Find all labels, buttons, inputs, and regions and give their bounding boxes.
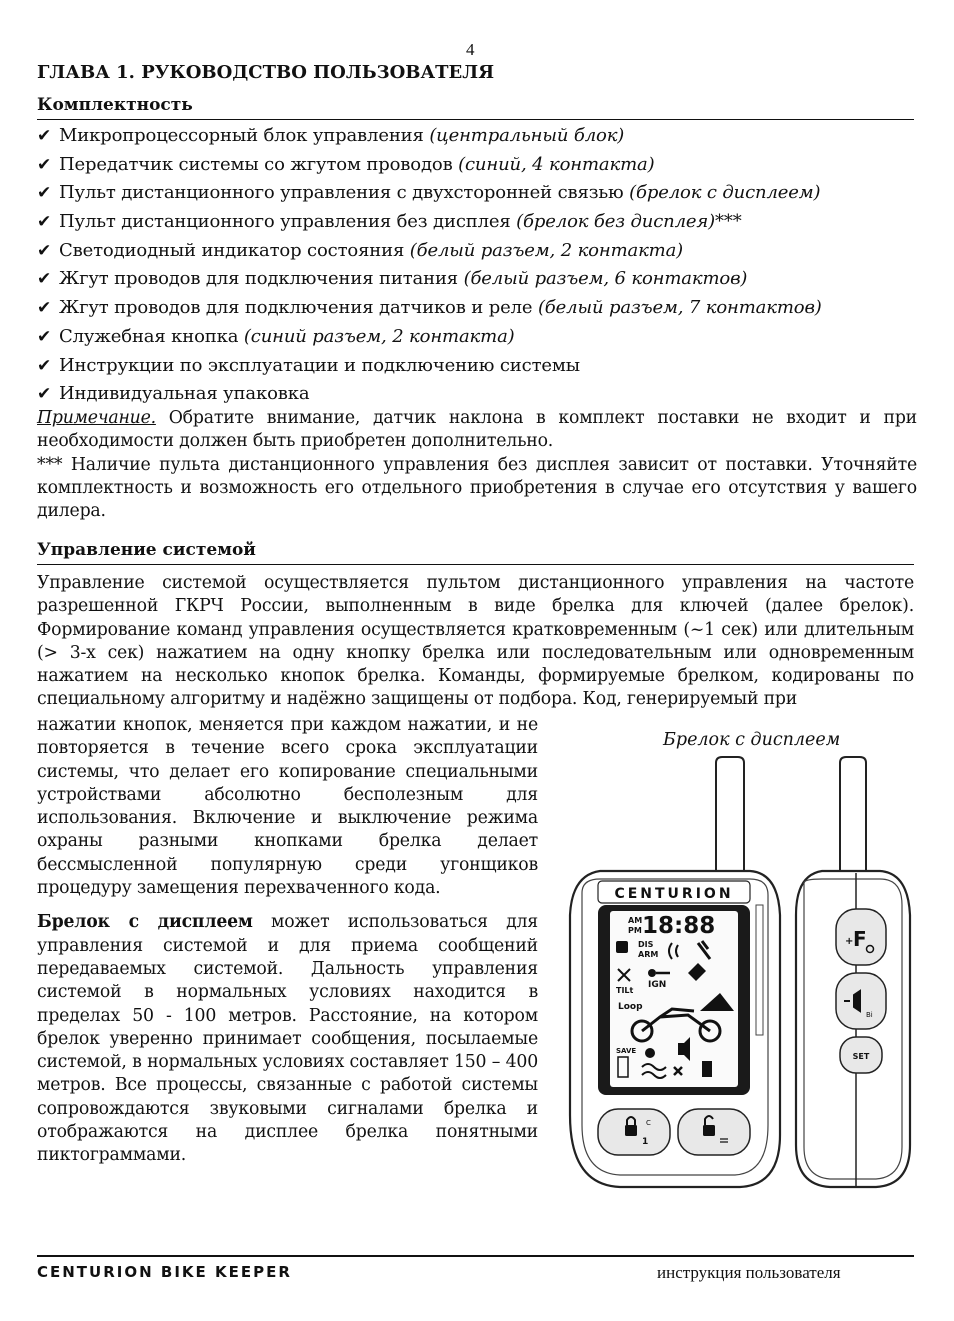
check-icon: ✔	[37, 126, 52, 146]
footer-title: инструкция пользователя	[657, 1263, 841, 1282]
svg-text:C: C	[646, 1119, 651, 1127]
list-item: ✔ Передатчик системы со жгутом проводов (синий, 4 контакта)	[37, 151, 917, 180]
fob-brand-label: CENTURION	[614, 886, 734, 902]
list-item: ✔ Пульт дистанционного управления без дисплея (брелок без дисплея)***	[37, 208, 917, 237]
svg-text:AM: AM	[628, 916, 643, 925]
check-icon: ✔	[37, 269, 52, 290]
control-paragraph-full: Управление системой осуществляется пультом дистанционного управления на частоте разрешенной ГКРЧ России, выполненным в виде брелка для ключей (далее брелок). Формирование команд управления осуществляется кратковременным (~1 сек) или длительным (> 3-х сек) нажатием на одну кнопку брелка или последовательным или одновременным нажатием на несколько кнопок брелка. Команды, формируемые брелком, кодированы по специальному алгоритму и надёжно защищены от подбора. Код, генерируемый при	[37, 573, 914, 710]
kit-heading: Комплектность	[37, 95, 193, 115]
check-icon: ✔	[37, 183, 52, 204]
svg-text:SAVE: SAVE	[616, 1047, 637, 1055]
list-item: ✔ Микропроцессорный блок управления (центральный блок)	[37, 122, 917, 151]
svg-text:+: +	[845, 936, 854, 947]
sleep-icon	[645, 1048, 655, 1058]
kit-list	[37, 122, 917, 409]
kit-heading-rule	[37, 119, 914, 120]
footer-rule	[37, 1255, 914, 1257]
check-icon: ✔	[37, 326, 52, 347]
svg-text:F: F	[853, 927, 867, 951]
person-icon	[702, 1061, 712, 1077]
check-icon: ✔	[37, 154, 52, 175]
control-paragraph-column: нажатии кнопок, меняется при каждом нажатии, и не повторяется в течение всего срока эксплуатации системы, что делает его копирование специальными устройствами абсолютно бесполезным для использования. Включение и выключение режима охраны разными кнопками брелка делает бессмысленной популярную среди угонщиков процедуру замещения перехваченного кода. Брелок с дисплеем может использоваться для управления системой и для приема сообщений передаваемых системой. Дальность управления системой в нормальных условиях находится в пределах 50 - 100 метров. Расстояние, на котором брелок уверенно принимает сообщения, посылаемые системой, в нормальных условиях составляет 150 – 400 метров. Все процессы, связанные с работой системы сопровождаются звуковыми сигналами брелка и отображаются на дисплее брелка понятными пиктограммами.	[37, 715, 538, 1166]
lcd-clock: 18:88	[642, 913, 716, 939]
check-icon: ✔	[37, 212, 52, 233]
svg-text:IGN: IGN	[648, 980, 667, 990]
control-heading-rule	[37, 564, 914, 565]
svg-text:Loop: Loop	[618, 1002, 643, 1012]
fob-front-view	[570, 757, 780, 1187]
list-item: ✔ Служебная кнопка (синий разъем, 2 контакта)	[37, 323, 917, 352]
kit-footnote: *** Наличие пульта дистанционного управления без дисплея зависит от поставки. Уточняйте комплектность и возможность его отдельного приобретения в случае его отсутствия у вашего дилера.	[37, 454, 917, 522]
check-icon: ✔	[37, 384, 52, 405]
footer-brand: CENTURION BIKE KEEPER	[37, 1263, 292, 1281]
list-item: ✔ Инструкции по эксплуатации и подключению системы	[37, 352, 917, 381]
key-icon	[648, 969, 656, 977]
lock-closed-icon	[625, 1125, 637, 1136]
display-fob-term: Брелок с дисплеем	[37, 912, 253, 933]
svg-text:ARM: ARM	[638, 950, 659, 959]
check-icon: ✔	[37, 355, 52, 376]
figure-caption: Брелок с дисплеем	[663, 730, 841, 750]
list-item: ✔ Светодиодный индикатор состояния (белый разъем, 2 контакта)	[37, 237, 917, 266]
list-item: ✔ Пульт дистанционного управления с двухсторонней связью (брелок с дисплеем)	[37, 179, 917, 208]
svg-text:SET: SET	[852, 1052, 870, 1061]
lock-open-icon	[703, 1125, 715, 1136]
check-icon: ✔	[37, 298, 52, 319]
svg-text:TILt: TILt	[616, 986, 634, 995]
control-heading: Управление системой	[37, 540, 256, 560]
chapter-title: ГЛАВА 1. РУКОВОДСТВО ПОЛЬЗОВАТЕЛЯ	[37, 62, 495, 83]
svg-text:Bi: Bi	[866, 1011, 873, 1019]
lock-icon	[616, 941, 628, 953]
list-item: ✔ Жгут проводов для подключения датчиков и реле (белый разъем, 7 контактов)	[37, 294, 917, 323]
page-number: 4	[466, 40, 475, 59]
check-icon: ✔	[37, 240, 52, 261]
svg-text:DIS: DIS	[638, 940, 654, 949]
kit-note: Примечание. Обратите внимание, датчик наклона в комплект поставки не входит и при необходимости должен быть приобретен дополнительно. *** Наличие пульта дистанционного управления без дисплея зависит от поставки. Уточняйте комплектность и возможность его отдельного приобретения в случае его отсутствия у вашего дилера.	[37, 407, 917, 523]
note-label: Примечание.	[37, 408, 156, 428]
fob-side-view	[796, 757, 910, 1187]
key-fob-illustration	[560, 755, 920, 1195]
svg-text:1: 1	[642, 1137, 649, 1147]
list-item: ✔ Индивидуальная упаковка	[37, 380, 917, 409]
svg-text:PM: PM	[628, 926, 642, 935]
list-item: ✔ Жгут проводов для подключения питания (белый разъем, 6 контактов)	[37, 265, 917, 294]
